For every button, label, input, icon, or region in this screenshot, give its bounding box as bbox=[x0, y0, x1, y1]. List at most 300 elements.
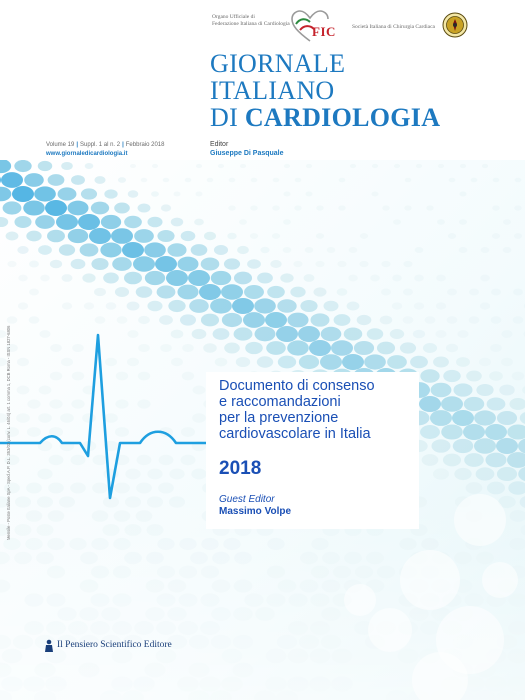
pattern-dot bbox=[127, 330, 138, 338]
pattern-dot bbox=[182, 372, 194, 381]
pattern-dot bbox=[359, 261, 368, 267]
postal-info-text: Mensile - Poste Italiane SpA - Sped.A.P. D.L. 353/03 (conv. L. 46/04) art. 1 comma 1, DCB Roma - ISSN 1827-6806 bbox=[6, 325, 11, 540]
pattern-dot bbox=[211, 271, 231, 285]
pattern-dot bbox=[426, 205, 433, 210]
pattern-dot bbox=[124, 272, 142, 285]
pattern-dot bbox=[247, 259, 261, 269]
pattern-dot bbox=[188, 270, 210, 286]
pattern-dot bbox=[413, 330, 425, 339]
pattern-dot bbox=[155, 256, 177, 272]
pattern-dot bbox=[115, 427, 129, 437]
pattern-dot bbox=[201, 257, 220, 270]
pattern-dot bbox=[357, 315, 372, 325]
pattern-dot bbox=[84, 302, 94, 309]
org-line: Federazione Italiana di Cardiologia bbox=[212, 20, 290, 27]
title-prefix: DI bbox=[210, 103, 245, 132]
pattern-dot bbox=[367, 328, 383, 340]
pattern-dot bbox=[127, 301, 140, 310]
pattern-dot bbox=[476, 384, 493, 396]
pattern-dot bbox=[485, 453, 506, 468]
pattern-dot bbox=[221, 284, 243, 300]
pattern-dot bbox=[137, 455, 152, 465]
pattern-dot bbox=[305, 192, 312, 197]
pattern-dot bbox=[446, 344, 458, 352]
pattern-dot bbox=[50, 372, 62, 381]
pattern-dot bbox=[453, 383, 472, 396]
pattern-dot bbox=[138, 203, 151, 212]
pattern-dot bbox=[435, 330, 446, 338]
pattern-dot bbox=[127, 358, 139, 366]
document-panel bbox=[206, 372, 419, 529]
pattern-dot bbox=[115, 287, 129, 297]
pattern-dot bbox=[180, 314, 196, 325]
pattern-dot bbox=[130, 164, 136, 168]
pattern-dot bbox=[169, 469, 184, 480]
pattern-dot bbox=[503, 219, 511, 224]
separator-icon: | bbox=[76, 142, 79, 148]
pattern-dot bbox=[299, 355, 319, 369]
pattern-dot bbox=[313, 287, 326, 296]
pattern-dot bbox=[145, 271, 165, 285]
pattern-dot bbox=[464, 397, 484, 411]
pattern-dot bbox=[239, 219, 247, 224]
pattern-dot bbox=[441, 424, 463, 439]
pattern-dot bbox=[456, 357, 470, 367]
publisher-name: Il Pensiero Scientifico Editore bbox=[57, 640, 172, 650]
pattern-dot bbox=[324, 301, 339, 311]
pattern-dot bbox=[513, 289, 523, 296]
pattern-dot bbox=[284, 164, 290, 168]
pattern-dot bbox=[303, 274, 314, 282]
pattern-dot bbox=[26, 231, 41, 242]
pattern-dot bbox=[348, 275, 357, 282]
pattern-dot bbox=[433, 468, 449, 479]
pattern-dot bbox=[94, 176, 105, 184]
pattern-dot bbox=[38, 413, 52, 423]
pattern-dot bbox=[480, 302, 490, 309]
pattern-dot bbox=[459, 219, 467, 224]
pattern-dot bbox=[443, 454, 461, 467]
pattern-dot bbox=[420, 369, 439, 383]
pattern-dot bbox=[104, 413, 118, 423]
pattern-dot bbox=[94, 288, 106, 296]
pattern-dot bbox=[290, 287, 305, 298]
pattern-dot bbox=[452, 410, 474, 426]
pattern-dot bbox=[29, 289, 39, 296]
pattern-dot bbox=[29, 316, 40, 324]
pattern-dot bbox=[38, 161, 52, 171]
pattern-dot bbox=[114, 203, 130, 214]
pattern-dot bbox=[316, 205, 323, 210]
pattern-dot bbox=[471, 178, 478, 183]
pattern-dot bbox=[151, 191, 159, 196]
pattern-dot bbox=[410, 356, 428, 368]
pattern-dot bbox=[7, 316, 18, 324]
pattern-dot bbox=[454, 468, 471, 480]
document-title-line: e raccomandazioni bbox=[219, 394, 341, 410]
pattern-dot bbox=[278, 356, 296, 369]
pattern-dot bbox=[447, 289, 457, 296]
pattern-dot bbox=[260, 247, 269, 253]
pattern-dot bbox=[50, 344, 62, 352]
pattern-dot bbox=[392, 275, 401, 282]
pattern-dot bbox=[403, 261, 412, 267]
pattern-dot bbox=[50, 260, 62, 269]
pattern-dot bbox=[321, 327, 342, 341]
pattern-dot bbox=[37, 469, 52, 480]
pattern-dot bbox=[387, 355, 407, 369]
website-link[interactable]: www.giornaledicardiologia.it bbox=[46, 151, 128, 157]
pattern-dot bbox=[122, 242, 144, 258]
pattern-dot bbox=[311, 313, 330, 326]
pattern-dot bbox=[152, 164, 158, 168]
pattern-dot bbox=[482, 164, 488, 168]
pattern-dot bbox=[157, 285, 176, 298]
pattern-dot bbox=[422, 454, 439, 466]
org-line: Organo Ufficiale di bbox=[212, 14, 255, 20]
pattern-dot bbox=[306, 164, 312, 168]
pattern-dot bbox=[283, 192, 290, 197]
pattern-dot bbox=[344, 328, 363, 341]
pattern-dot bbox=[392, 302, 402, 309]
pattern-dot bbox=[147, 469, 162, 480]
pattern-dot bbox=[481, 247, 490, 253]
pattern-dot bbox=[255, 327, 276, 342]
pattern-dot bbox=[436, 302, 446, 309]
volume: Volume 19 bbox=[46, 142, 75, 148]
pattern-dot bbox=[476, 467, 495, 480]
pattern-dot bbox=[204, 232, 216, 240]
pattern-dot bbox=[192, 413, 206, 423]
pattern-dot bbox=[82, 273, 95, 282]
pattern-dot bbox=[266, 341, 286, 355]
pattern-dot bbox=[82, 413, 96, 423]
pattern-dot bbox=[17, 358, 29, 366]
pattern-dot bbox=[265, 312, 287, 328]
pattern-dot bbox=[496, 438, 518, 454]
pattern-dot bbox=[213, 328, 230, 340]
pattern-dot bbox=[453, 439, 473, 453]
pattern-dot bbox=[441, 396, 463, 412]
pattern-dot bbox=[68, 229, 89, 243]
organisation-header bbox=[212, 14, 512, 44]
pattern-dot bbox=[416, 164, 422, 168]
pattern-dot bbox=[62, 274, 73, 282]
pattern-dot bbox=[229, 178, 236, 183]
org-society-text: Società Italiana di Chirurgia Cardiaca bbox=[352, 24, 435, 30]
pattern-dot bbox=[67, 201, 88, 216]
pattern-dot bbox=[62, 302, 72, 309]
pattern-dot bbox=[45, 200, 67, 216]
pattern-dot bbox=[34, 186, 56, 201]
pattern-dot bbox=[14, 216, 31, 228]
pattern-dot bbox=[89, 228, 111, 244]
pattern-dot bbox=[163, 178, 170, 183]
pattern-dot bbox=[71, 399, 84, 408]
pattern-dot bbox=[436, 275, 445, 282]
pattern-dot bbox=[95, 316, 106, 324]
pattern-dot bbox=[40, 275, 49, 282]
pattern-dot bbox=[157, 230, 174, 242]
pattern-dot bbox=[147, 301, 162, 312]
pattern-dot bbox=[347, 302, 360, 311]
pattern-dot bbox=[48, 174, 65, 186]
pattern-dot bbox=[490, 344, 502, 352]
society-seal-icon bbox=[442, 12, 468, 38]
pattern-dot bbox=[147, 217, 162, 228]
pattern-dot bbox=[244, 285, 264, 299]
pattern-dot bbox=[27, 399, 40, 408]
pattern-dot bbox=[218, 164, 224, 168]
pattern-dot bbox=[270, 260, 281, 268]
pattern-dot bbox=[171, 218, 183, 227]
pattern-dot bbox=[460, 164, 466, 168]
pattern-dot bbox=[160, 344, 172, 352]
pattern-dot bbox=[370, 275, 379, 282]
pattern-dot bbox=[294, 205, 301, 210]
pattern-dot bbox=[159, 455, 174, 465]
pattern-dot bbox=[480, 275, 489, 282]
pattern-dot bbox=[185, 178, 192, 183]
pattern-dot bbox=[380, 316, 392, 325]
pattern-dot bbox=[222, 313, 242, 327]
pattern-dot bbox=[103, 273, 119, 284]
pattern-dot bbox=[474, 438, 496, 453]
pattern-dot bbox=[29, 261, 39, 268]
pattern-dot bbox=[309, 340, 331, 356]
pattern-dot bbox=[257, 272, 273, 283]
pattern-dot bbox=[224, 343, 240, 354]
title-line bbox=[210, 104, 440, 131]
pattern-dot bbox=[215, 358, 227, 367]
pattern-dot bbox=[493, 178, 500, 183]
pattern-dot bbox=[181, 455, 196, 465]
pattern-dot bbox=[49, 399, 62, 408]
pattern-dot bbox=[104, 189, 117, 198]
supplement: Suppl. 1 al n. 2 bbox=[80, 142, 121, 148]
pattern-dot bbox=[224, 258, 240, 269]
journal-title bbox=[210, 50, 440, 131]
pattern-dot bbox=[106, 302, 117, 309]
pattern-dot bbox=[101, 215, 121, 229]
pattern-dot bbox=[331, 340, 353, 356]
pattern-dot bbox=[360, 233, 368, 239]
pattern-dot bbox=[193, 386, 206, 395]
pattern-dot bbox=[403, 316, 414, 324]
pattern-dot bbox=[207, 178, 214, 183]
pattern-dot bbox=[250, 205, 257, 210]
pattern-dot bbox=[80, 243, 99, 256]
pattern-dot bbox=[27, 427, 41, 437]
pattern-dot bbox=[497, 411, 517, 425]
pattern-dot bbox=[167, 243, 186, 256]
title-line: ITALIANO bbox=[210, 76, 335, 105]
pattern-dot bbox=[16, 413, 30, 423]
pattern-dot bbox=[199, 284, 221, 300]
pattern-dot bbox=[203, 343, 217, 352]
pattern-dot bbox=[425, 316, 436, 324]
pattern-dot bbox=[7, 261, 16, 267]
pattern-dot bbox=[181, 231, 196, 241]
pattern-dot bbox=[17, 386, 30, 395]
pattern-dot bbox=[501, 330, 512, 338]
pattern-dot bbox=[390, 329, 404, 339]
pattern-dot bbox=[125, 469, 140, 480]
pattern-dot bbox=[459, 247, 468, 253]
pattern-dot bbox=[320, 354, 342, 370]
pattern-dot bbox=[404, 205, 411, 210]
pattern-dot bbox=[168, 300, 185, 312]
pattern-dot bbox=[491, 289, 501, 296]
pattern-dot bbox=[514, 205, 521, 210]
pattern-dot bbox=[512, 372, 524, 381]
pattern-dot bbox=[487, 397, 506, 410]
pattern-dot bbox=[339, 178, 346, 183]
pattern-dot bbox=[71, 455, 86, 465]
pattern-dot bbox=[39, 386, 52, 395]
pattern-dot bbox=[250, 233, 258, 239]
pattern-dot bbox=[298, 326, 320, 342]
pattern-dot bbox=[144, 242, 166, 257]
pattern-dot bbox=[354, 341, 374, 355]
pattern-dot bbox=[78, 214, 100, 230]
pattern-dot bbox=[479, 358, 491, 366]
pattern-dot bbox=[161, 204, 171, 211]
pattern-dot bbox=[85, 163, 94, 169]
pattern-dot bbox=[18, 275, 27, 282]
pattern-dot bbox=[81, 188, 97, 199]
issue-date: Febbraio 2018 bbox=[125, 142, 165, 148]
pattern-dot bbox=[449, 178, 456, 183]
pattern-dot bbox=[327, 247, 336, 253]
pattern-dot bbox=[118, 177, 126, 183]
pattern-dot bbox=[414, 275, 423, 282]
pattern-dot bbox=[469, 316, 480, 324]
pattern-dot bbox=[136, 286, 153, 298]
pattern-dot bbox=[267, 286, 285, 298]
pattern-dot bbox=[61, 162, 73, 170]
guest-editor-name: Massimo Volpe bbox=[219, 506, 292, 517]
pattern-dot bbox=[300, 300, 317, 312]
pattern-dot bbox=[393, 219, 401, 224]
pattern-dot bbox=[138, 344, 150, 352]
pattern-dot bbox=[194, 219, 204, 226]
pattern-dot bbox=[134, 229, 154, 243]
pattern-dot bbox=[437, 219, 445, 224]
editor-label: Editor bbox=[210, 141, 229, 148]
pattern-dot bbox=[61, 358, 73, 366]
pattern-dot bbox=[420, 425, 440, 439]
title-line: GIORNALE bbox=[210, 49, 346, 78]
pattern-dot bbox=[124, 216, 142, 228]
pattern-dot bbox=[463, 424, 485, 440]
pattern-dot bbox=[405, 178, 412, 183]
pattern-dot bbox=[448, 233, 456, 239]
pattern-dot bbox=[316, 233, 324, 239]
pattern-dot bbox=[372, 164, 378, 168]
document-title-line: cardiovascolare in Italia bbox=[219, 426, 371, 442]
pattern-dot bbox=[35, 215, 55, 229]
pattern-dot bbox=[240, 164, 246, 168]
pattern-dot bbox=[228, 205, 235, 210]
pattern-dot bbox=[492, 205, 499, 210]
pattern-dot bbox=[71, 259, 86, 269]
pattern-dot bbox=[337, 288, 348, 296]
title-bold: CARDIOLOGIA bbox=[244, 103, 441, 132]
pattern-dot bbox=[503, 247, 512, 253]
pattern-dot bbox=[12, 186, 34, 202]
pattern-dot bbox=[17, 246, 28, 254]
pattern-dot bbox=[334, 314, 351, 326]
pattern-dot bbox=[159, 315, 173, 325]
pattern-dot bbox=[337, 261, 346, 267]
pattern-dot bbox=[72, 372, 84, 381]
pattern-dot bbox=[394, 164, 400, 168]
pattern-dot bbox=[459, 192, 466, 197]
pattern-dot bbox=[1, 172, 23, 188]
pattern-dot bbox=[117, 316, 128, 324]
pattern-dot bbox=[433, 356, 449, 367]
pattern-dot bbox=[138, 316, 150, 324]
pattern-dot bbox=[56, 214, 78, 230]
org-official-text bbox=[212, 14, 292, 27]
pattern-dot bbox=[283, 219, 291, 224]
guest-editor-label: Guest Editor bbox=[219, 494, 275, 505]
pattern-dot bbox=[177, 257, 198, 272]
pattern-dot bbox=[382, 205, 389, 210]
pattern-dot bbox=[105, 358, 117, 366]
pattern-dot bbox=[423, 343, 437, 353]
pattern-dot bbox=[489, 371, 503, 381]
pattern-dot bbox=[431, 383, 452, 398]
pattern-dot bbox=[166, 270, 188, 286]
pattern-dot bbox=[272, 233, 280, 239]
pattern-dot bbox=[342, 354, 364, 370]
pattern-dot bbox=[492, 233, 500, 239]
pattern-dot bbox=[403, 289, 413, 296]
pattern-dot bbox=[171, 330, 184, 339]
pattern-dot bbox=[128, 190, 139, 197]
pattern-dot bbox=[474, 410, 496, 425]
pattern-dot bbox=[196, 164, 202, 168]
pattern-dot bbox=[210, 298, 232, 313]
pattern-dot bbox=[71, 175, 85, 185]
pattern-dot bbox=[273, 178, 280, 183]
pattern-dot bbox=[91, 202, 109, 215]
pattern-dot bbox=[138, 372, 150, 381]
pattern-dot bbox=[59, 244, 75, 255]
pattern-dot bbox=[457, 330, 468, 338]
pattern-dot bbox=[464, 453, 484, 467]
pattern-dot bbox=[497, 467, 517, 481]
pattern-dot bbox=[100, 243, 121, 258]
pattern-dot bbox=[251, 178, 258, 183]
pattern-dot bbox=[469, 289, 479, 296]
pattern-dot bbox=[137, 399, 150, 408]
pattern-dot bbox=[111, 228, 133, 244]
pattern-dot bbox=[177, 285, 198, 300]
pattern-dot bbox=[201, 314, 219, 327]
pattern-dot bbox=[443, 370, 460, 382]
pattern-dot bbox=[227, 233, 236, 240]
pattern-dot bbox=[115, 399, 128, 408]
pattern-dot bbox=[364, 354, 386, 369]
pattern-dot bbox=[243, 312, 265, 328]
pattern-dot bbox=[58, 187, 77, 200]
pattern-dot bbox=[295, 178, 302, 183]
pattern-dot bbox=[234, 272, 252, 285]
document-year: 2018 bbox=[219, 458, 262, 479]
